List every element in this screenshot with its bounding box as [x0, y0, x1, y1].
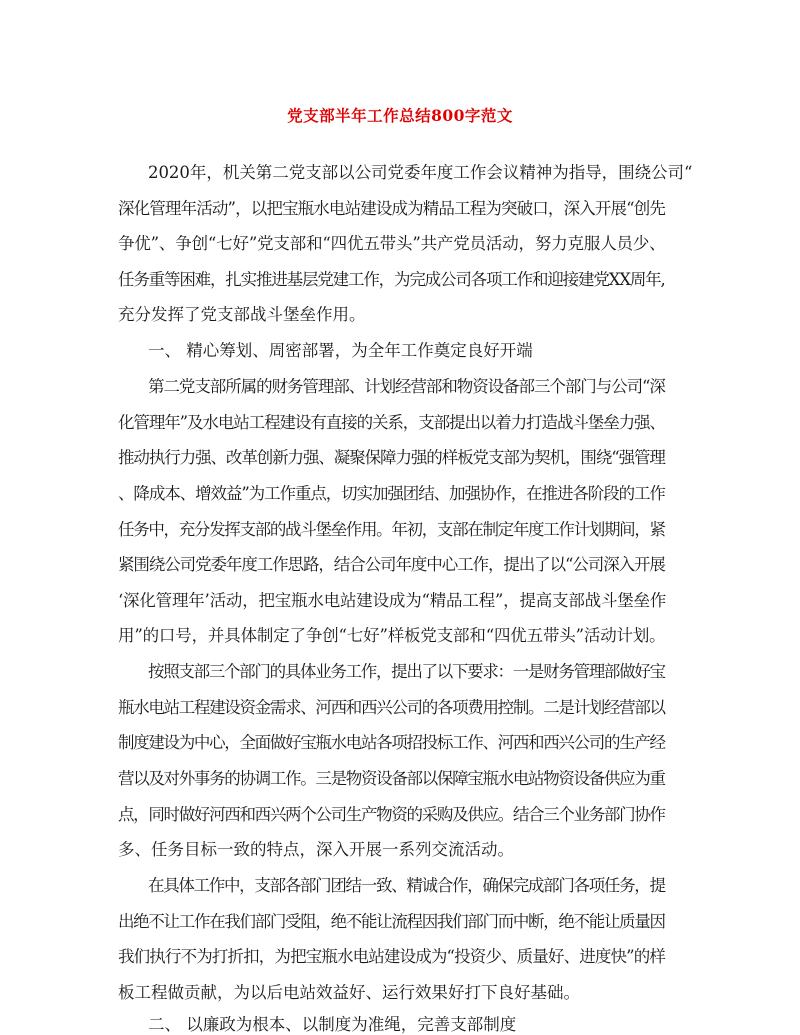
paragraph-line: 瓶水电站工程建设资金需求、河西和西兴公司的各项费用控制。二是计划经营部以: [118, 698, 665, 717]
paragraph-line: 紧围绕公司党委年度工作思路，结合公司年度中心工作，提出了以“公司深入开展: [118, 555, 665, 574]
paragraph-line: 任务重等困难，扎实推进基层党建工作，为完成公司各项工作和迎接建党XX周年,: [118, 270, 665, 289]
paragraph-line: 板工程做贡献，为以后电站效益好、运行效果好打下良好基础。: [118, 983, 580, 1002]
paragraph-line: 按照支部三个部门的具体业务工作，提出了以下要求：一是财务管理部做好宝: [148, 662, 665, 681]
paragraph-line: 争优”、争创“七好”党支部和“四优五带头”共产党员活动，努力克服人员少、: [118, 234, 666, 253]
paragraph-line: 出绝不让工作在我们部门受阻，绝不能让流程因我们部门而中断，绝不能让质量因: [118, 912, 665, 931]
paragraph-line: 推动执行力强、改革创新力强、凝聚保障力强的样板党支部为契机，围绕“强管理: [118, 448, 665, 467]
paragraph-line: 化管理年”及水电站工程建设有直接的关系，支部提出以着力打造战斗堡垒力强、: [118, 413, 665, 432]
paragraph-line: ‘深化管理年’活动，把宝瓶水电站建设成为“精品工程”，提高支部战斗堡垒作: [118, 591, 667, 610]
document-title: 党支部半年工作总结800字范文: [287, 106, 513, 125]
paragraph-line: 充分发挥了党支部战斗堡垒作用。: [118, 305, 366, 324]
paragraph-line: 我们执行不为打折扣，为把宝瓶水电站建设成为“投资少、质量好、进度快”的样: [118, 947, 666, 966]
paragraph-line: 2020年，机关第二党支部以公司党委年度工作会议精神为指导，围绕公司“: [148, 163, 693, 182]
paragraph-line: 、降成本、增效益”为工作重点，切实加强团结、加强协作，在推进各阶段的工作: [118, 484, 665, 503]
paragraph-line: 一、 精心筹划、周密部署，为全年工作奠定良好开端: [148, 341, 533, 360]
paragraph-line: 营以及对外事务的协调工作。三是物资设备部以保障宝瓶水电站物资设备供应为重: [118, 769, 665, 788]
paragraph-line: 制度建设为中心，全面做好宝瓶水电站各项招投标工作、河西和西兴公司的生产经: [118, 733, 665, 752]
paragraph-line: 点，同时做好河西和西兴两个公司生产物资的采购及供应。结合三个业务部门协作: [118, 805, 665, 824]
paragraph-line: 在具体工作中，支部各部门团结一致、精诚合作，确保完成部门各项任务，提: [148, 876, 665, 895]
paragraph-line: 多、任务目标一致的特点，深入开展一系列交流活动。: [118, 840, 514, 859]
paragraph-line: 用”的口号，并具体制定了争创“七好”样板党支部和“四优五带头”活动计划。: [118, 626, 666, 645]
paragraph-line: 二、 以廉政为根本、以制度为准绳，完善支部制度: [148, 1015, 517, 1034]
paragraph-line: 深化管理年活动”，以把宝瓶水电站建设成为精品工程为突破口，深入开展“创先: [118, 199, 666, 218]
paragraph-line: 任务中，充分发挥支部的战斗堡垒作用。年初，支部在制定年度工作计划期间，紧: [118, 520, 665, 539]
paragraph-line: 第二党支部所属的财务管理部、计划经营部和物资设备部三个部门与公司“深: [148, 377, 665, 396]
